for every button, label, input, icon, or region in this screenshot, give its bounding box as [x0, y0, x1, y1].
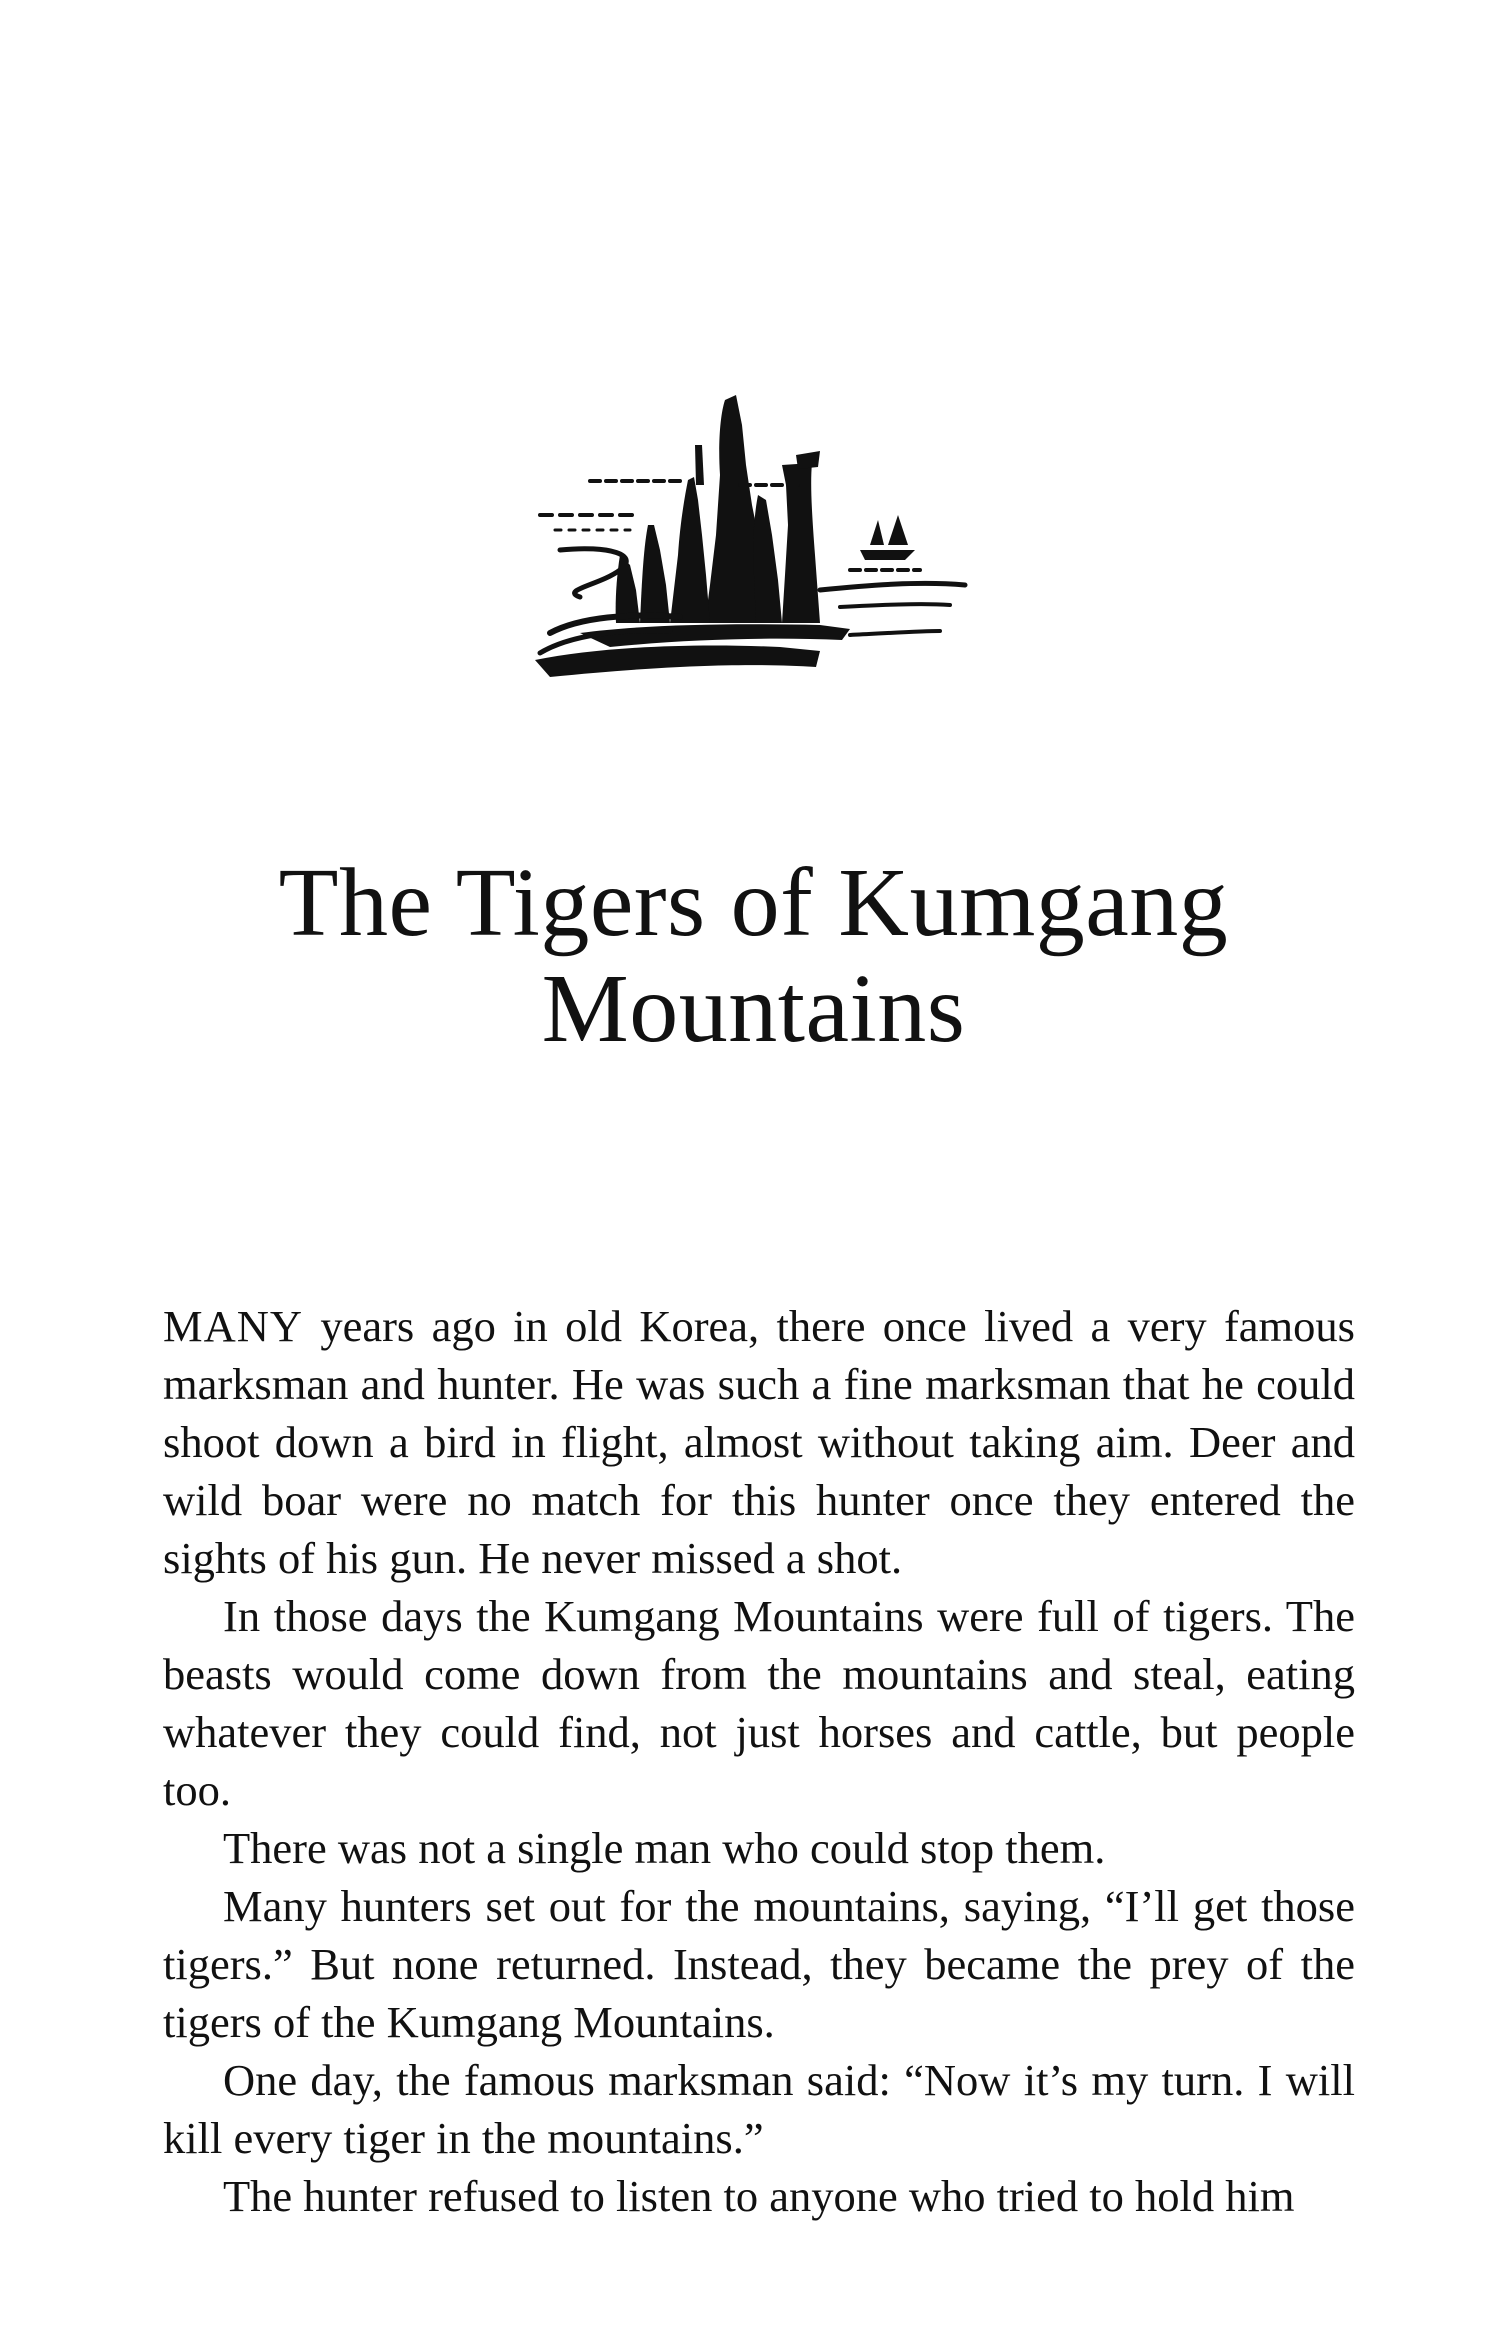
island-mountains-illustration	[520, 385, 990, 685]
opening-word: MANY	[163, 1301, 303, 1351]
chapter-title-line-1: The Tigers of Kumgang	[278, 849, 1229, 957]
paragraph-2: In those days the Kumgang Mountains were full of tigers. The beasts would come down from the mountains and steal, eating whatever they could find, not just horses and cattle, but people too.	[163, 1591, 1355, 1815]
paragraph-1	[163, 1297, 1355, 1587]
paragraph-6: The hunter refused to listen to anyone who tried to hold him	[223, 2171, 1295, 2221]
paragraph-1-text: years ago in old Korea, there once lived a very famous marksman and hunter. He was such a fine marksman that he could shoot down a bird in flight, almost without taking aim. Deer and wild boar were no match for this hunter once they entered the sights of his gun. He never missed a shot.	[163, 1301, 1355, 1583]
paragraph-4: Many hunters set out for the mountains, saying, “I’ll get those tigers.” But none returned. Instead, they became the prey of the tigers of the Kumgang Mountains.	[163, 1881, 1355, 2047]
chapter-title-line-2: Mountains	[541, 955, 966, 1063]
paragraph-3: There was not a single man who could stop them.	[223, 1823, 1106, 1873]
chapter-body	[163, 1297, 1355, 2225]
paragraph-5: One day, the famous marksman said: “Now it’s my turn. I will kill every tiger in the mountains.”	[163, 2055, 1355, 2163]
chapter-title	[150, 850, 1357, 1062]
